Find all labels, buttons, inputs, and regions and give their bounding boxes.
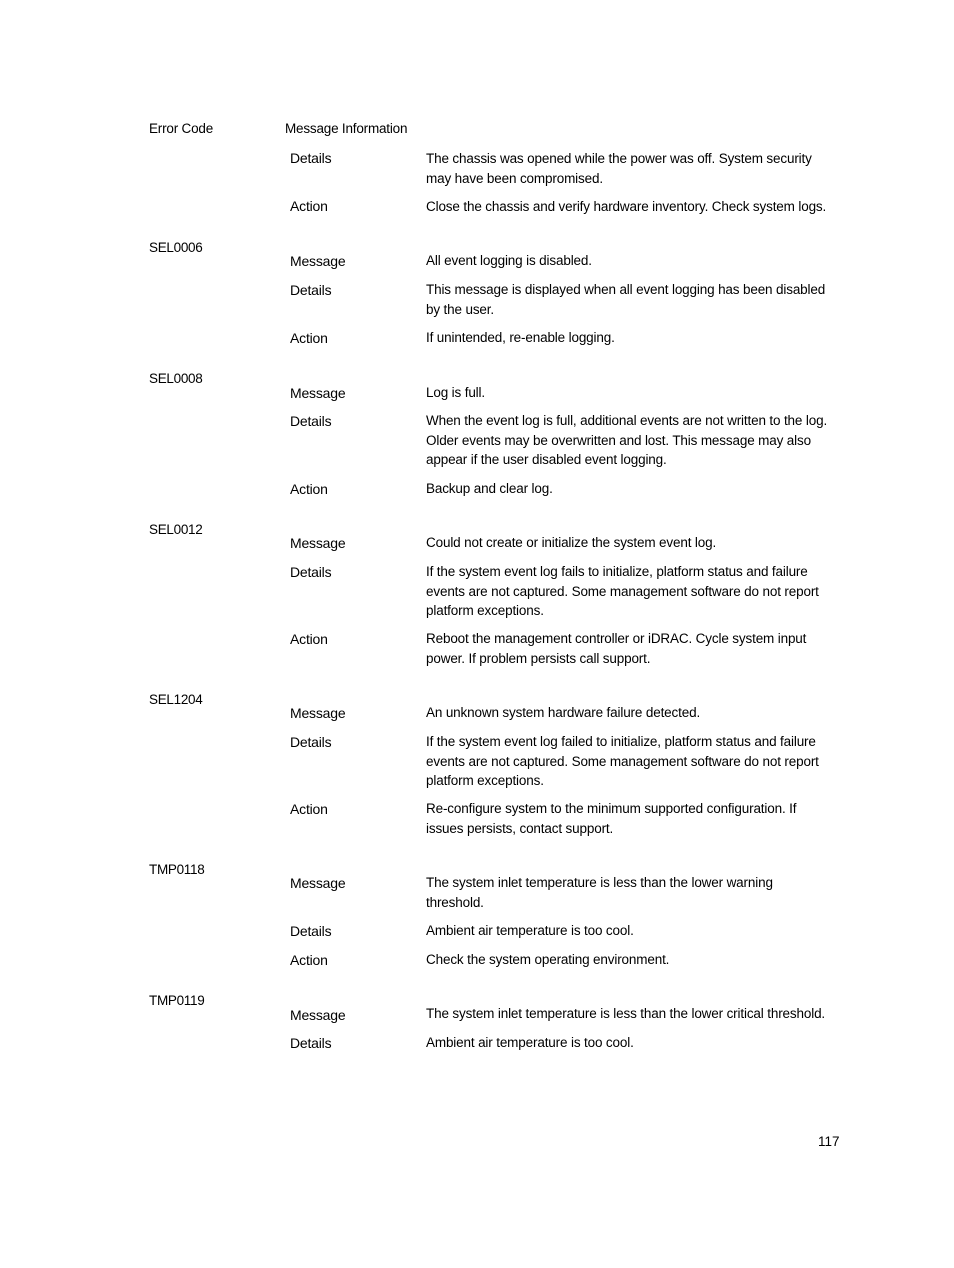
action-label: Action [290,952,328,968]
message-label: Message [290,705,346,721]
message-label: Message [290,253,346,269]
details-text: The chassis was opened while the power was off. System security may have been compromised. [426,151,812,186]
details-label: Details [290,923,332,939]
action-text: Check the system operating environment. [426,952,670,967]
message-label: Message [290,875,346,891]
details-text: Ambient air temperature is too cool. [426,923,634,938]
details-label: Details [290,1035,332,1051]
error-code: TMP0119 [149,993,205,1008]
action-label: Action [290,481,328,497]
message-label: Message [290,1007,346,1023]
message-label: Message [290,385,346,401]
action-label: Action [290,801,328,817]
details-text: When the event log is full, additional events are not written to the log. Older events may be overwritten and lost. This message may also appear if the user disabled event logging. [426,413,828,467]
action-text: Re-configure system to the minimum supported configuration. If issues persists, contact support. [426,801,797,836]
header-message-information: Message Information [285,121,408,136]
action-label: Action [290,198,328,214]
header-error-code: Error Code [149,121,214,136]
action-text: Reboot the management controller or iDRAC. Cycle system input power. If problem persists call support. [426,631,807,666]
action-text: Close the chassis and verify hardware inventory. Check system logs. [426,199,827,214]
table-header [0,121,954,139]
details-text: If the system event log fails to initialize, platform status and failure events are not captured. Some management software do not report platform exceptions. [426,564,819,618]
details-text: This message is displayed when all event logging has been disabled by the user. [426,282,826,317]
message-label: Message [290,535,346,551]
message-text: An unknown system hardware failure detected. [426,705,701,720]
action-label: Action [290,631,328,647]
details-label: Details [290,564,332,580]
action-label: Action [290,330,328,346]
message-text: The system inlet temperature is less than the lower warning threshold. [426,875,773,910]
details-label: Details [290,413,332,429]
message-text: Could not create or initialize the system event log. [426,535,717,550]
page-number: 117 [818,1134,840,1149]
details-label: Details [290,282,332,298]
error-code: TMP0118 [149,862,205,877]
error-code: SEL1204 [149,692,203,707]
details-text: Ambient air temperature is too cool. [426,1035,634,1050]
message-text: All event logging is disabled. [426,253,592,268]
details-label: Details [290,150,332,166]
details-label: Details [290,734,332,750]
error-code: SEL0008 [149,371,203,386]
error-code: SEL0006 [149,240,203,255]
message-text: Log is full. [426,385,485,400]
action-text: Backup and clear log. [426,481,553,496]
action-text: If unintended, re-enable logging. [426,330,615,345]
message-text: The system inlet temperature is less than the lower critical threshold. [426,1006,826,1021]
details-text: If the system event log failed to initialize, platform status and failure events are not captured. Some management software do not report platform exceptions. [426,734,819,788]
error-code: SEL0012 [149,522,203,537]
